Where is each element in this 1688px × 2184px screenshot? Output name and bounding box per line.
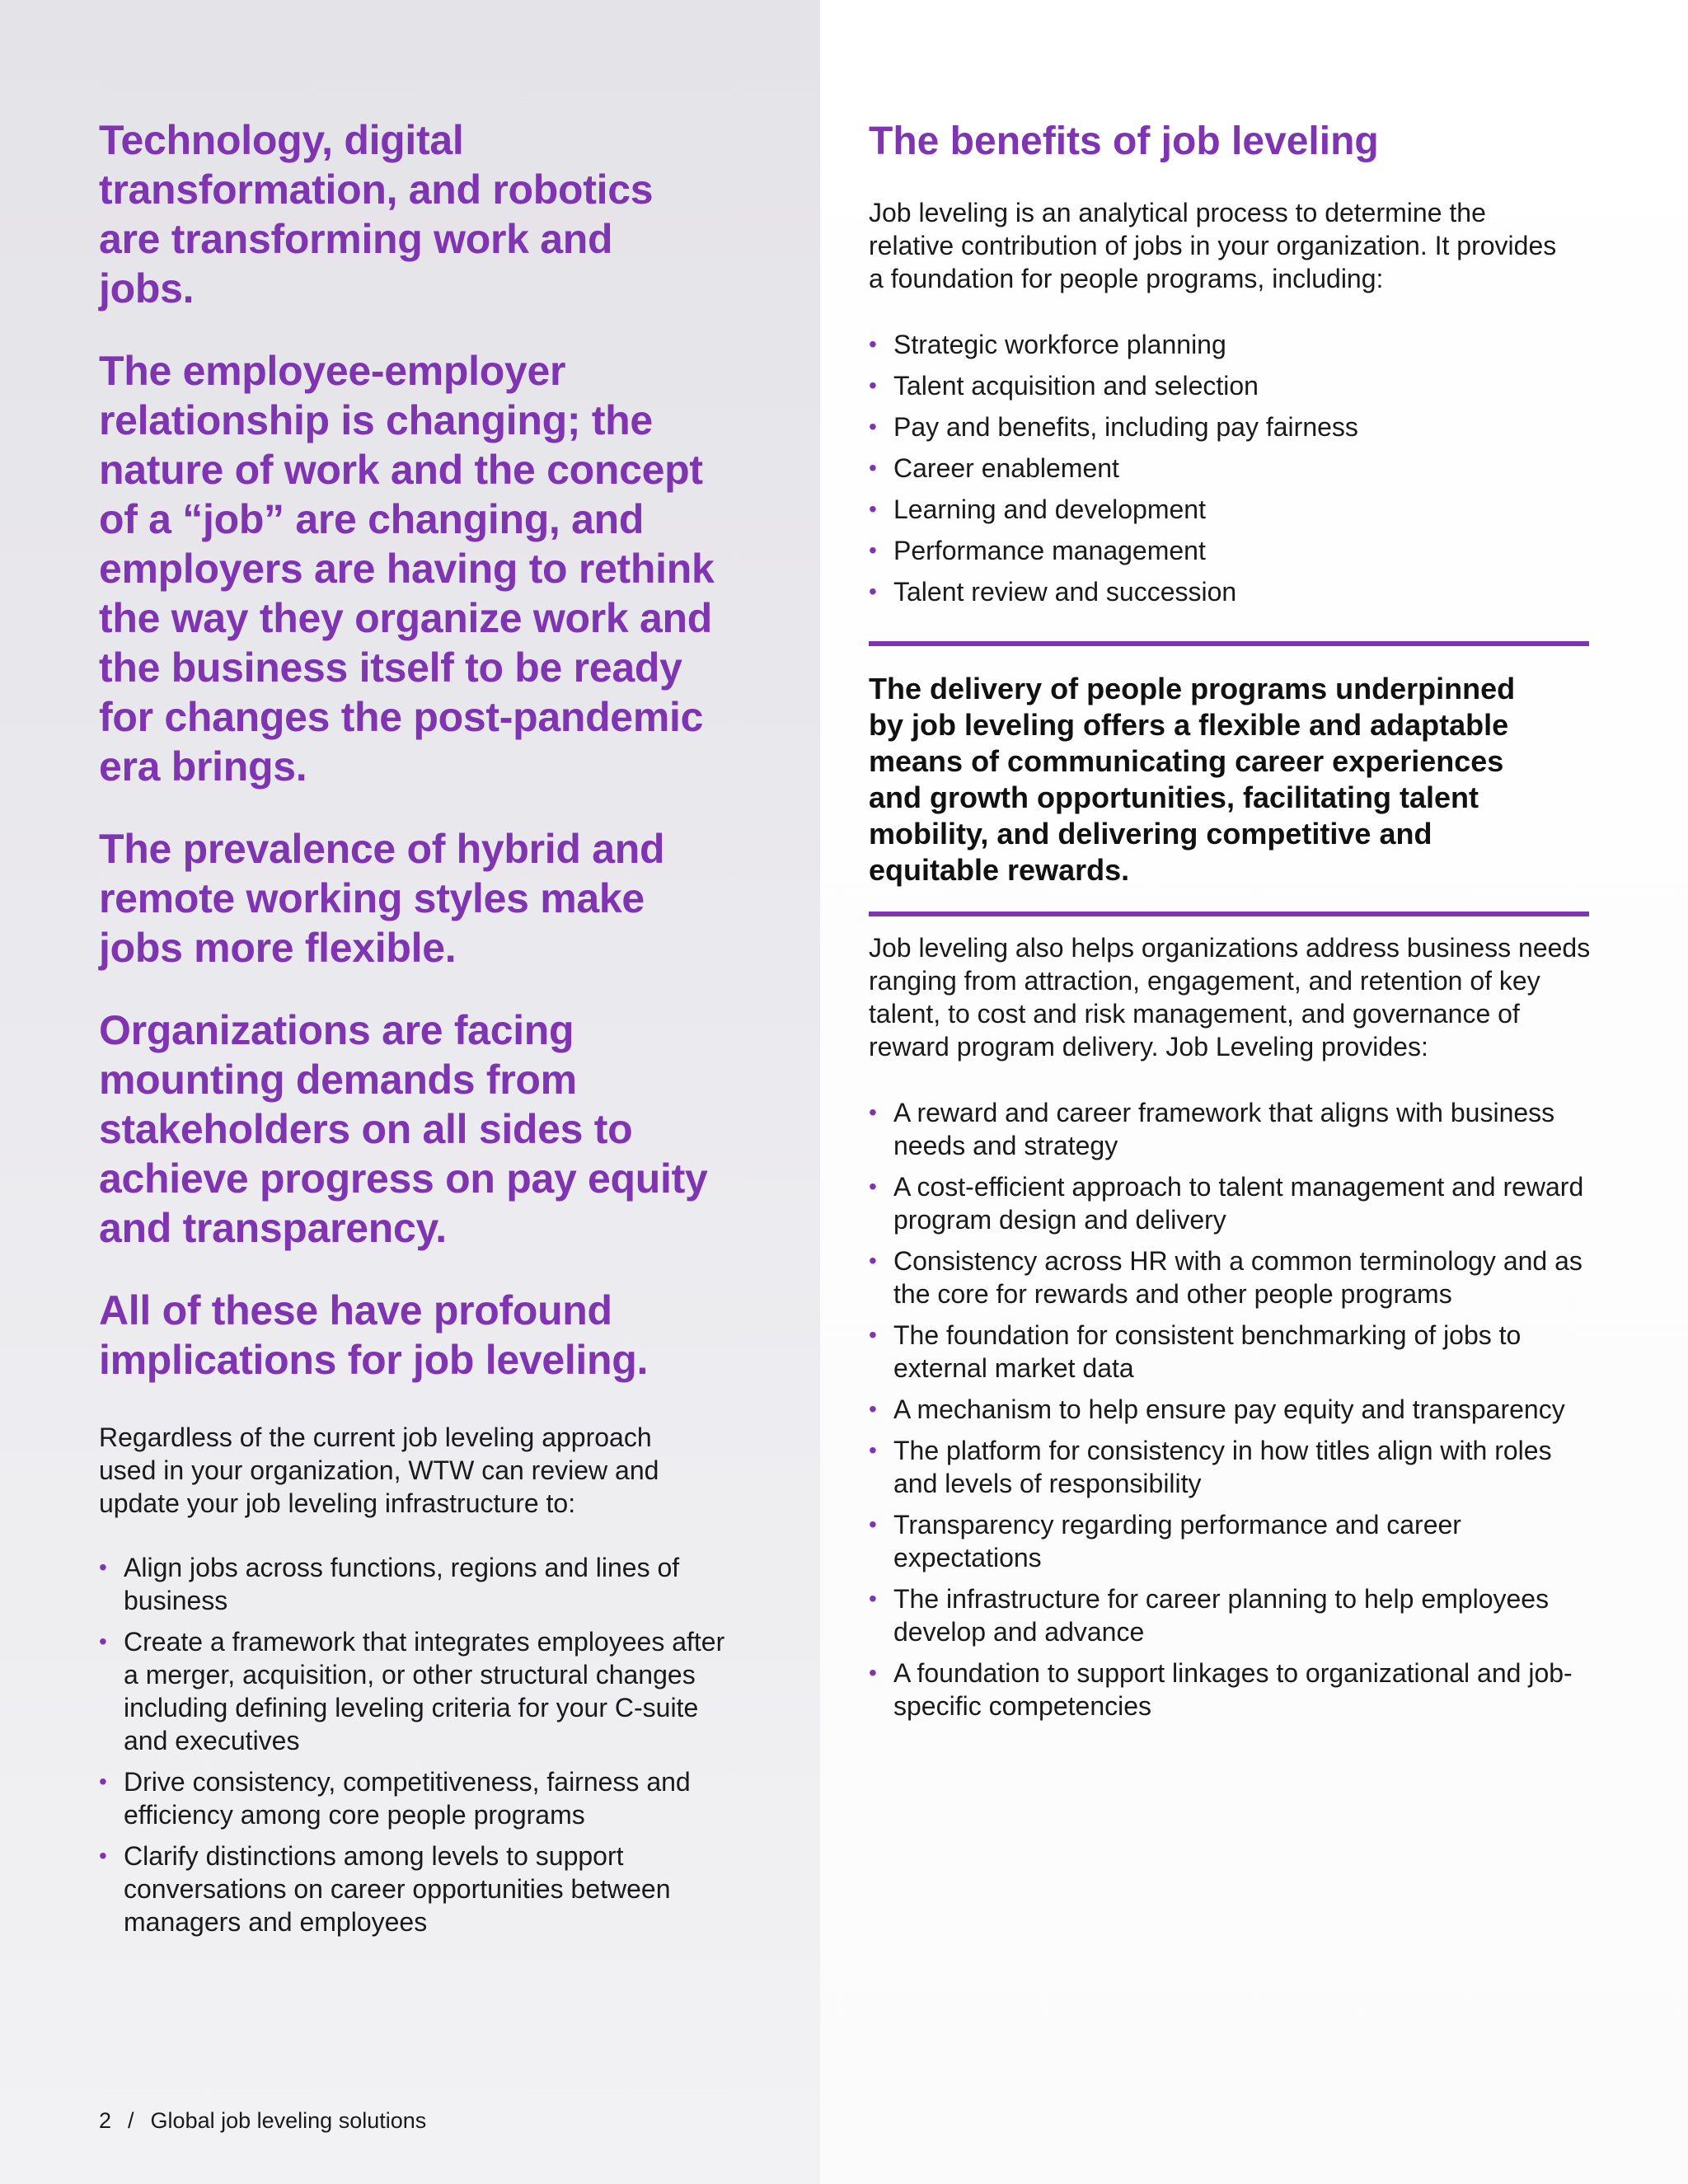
footer-separator: / <box>128 2108 134 2133</box>
bullet-icon: • <box>869 1511 877 1537</box>
update-goals-list <box>99 1551 734 1938</box>
list-item-text: Talent acquisition and selection <box>893 371 1259 401</box>
list-item-text: Create a framework that integrates employees after a merger, acquisition, or other structural changes including defining leveling criteria for your C-suite and executives <box>124 1627 725 1755</box>
statement-relationship: The employee-employer relationship is changing; the nature of work and the concept of a “job” are changing, and employers are having to rethink the way they organize work and the business itself to be ready for changes the post-pandemic era brings. <box>99 348 715 790</box>
bullet-icon: • <box>99 1629 107 1654</box>
people-programs-list <box>869 328 1594 608</box>
list-item <box>869 575 1594 608</box>
statement-hybrid: The prevalence of hybrid and remote working styles make jobs more flexible. <box>99 826 665 971</box>
bullet-icon: • <box>869 1660 877 1685</box>
list-item <box>869 1657 1594 1722</box>
list-item-text: Career enablement <box>893 453 1119 483</box>
list-item <box>869 452 1594 485</box>
bullet-icon: • <box>869 1396 877 1422</box>
bullet-icon: • <box>869 537 877 563</box>
bullet-icon: • <box>869 414 877 439</box>
page-number: 2 <box>99 2108 112 2133</box>
bullet-icon: • <box>869 1586 877 1611</box>
bullet-icon: • <box>99 1554 107 1580</box>
list-item-text: A cost-efficient approach to talent management and reward program design and delivery <box>893 1172 1584 1235</box>
callout-statement: The delivery of people programs underpinned by job leveling offers a flexible and adaptable means of communicating career experiences and growth opportunities, facilitating talent mobility, and delivering competitive and equitable rewards. <box>869 672 1516 887</box>
list-item <box>869 1096 1594 1162</box>
statement-technology: Technology, digital transformation, and robotics are transforming work and jobs. <box>99 117 654 312</box>
list-item <box>869 1170 1594 1236</box>
list-item <box>869 1244 1594 1310</box>
right-column <box>869 115 1594 1731</box>
list-item <box>869 1434 1594 1500</box>
bullet-icon: • <box>869 331 877 357</box>
right-second-paragraph: Job leveling also helps organizations address business needs ranging from attraction, engagement, and retention of key talent, to cost and risk management, and governance of reward program delivery. Job Leveling provides: <box>869 933 1591 1062</box>
list-item <box>869 328 1594 361</box>
list-item-text: The platform for consistency in how titles align with roles and levels of responsibility <box>893 1436 1552 1498</box>
bullet-icon: • <box>99 1769 107 1794</box>
bullet-icon: • <box>869 373 877 398</box>
bullet-icon: • <box>99 1843 107 1868</box>
list-item <box>869 534 1594 567</box>
list-item-text: The foundation for consistent benchmarking of jobs to external market data <box>893 1320 1522 1383</box>
left-column <box>99 115 734 1947</box>
list-item-text: Talent review and succession <box>893 577 1237 607</box>
list-item-text: Drive consistency, competitiveness, fairness and efficiency among core people programs <box>124 1767 691 1830</box>
list-item <box>869 1319 1594 1385</box>
list-item <box>869 410 1594 443</box>
statement-implications: All of these have profound implications for job leveling. <box>99 1287 649 1383</box>
left-intro-paragraph: Regardless of the current job leveling approach used in your organization, WTW can review and update your job leveling infrastructure to: <box>99 1422 659 1518</box>
page-footer <box>99 2107 426 2135</box>
list-item-text: A mechanism to help ensure pay equity and transparency <box>893 1394 1565 1424</box>
list-item-text: Consistency across HR with a common terminology and as the core for rewards and other people programs <box>893 1246 1582 1309</box>
job-leveling-provides-list <box>869 1096 1594 1722</box>
list-item <box>99 1765 734 1831</box>
list-item-text: Learning and development <box>893 494 1206 524</box>
bullet-icon: • <box>869 496 877 522</box>
list-item-text: The infrastructure for career planning to help employees develop and advance <box>893 1584 1550 1647</box>
bullet-icon: • <box>869 1437 877 1463</box>
list-item-text: Align jobs across functions, regions and lines of business <box>124 1553 680 1615</box>
bullet-icon: • <box>869 1099 877 1125</box>
list-item <box>869 1508 1594 1574</box>
list-item-text: Strategic workforce planning <box>893 330 1226 359</box>
divider-bottom <box>869 912 1589 916</box>
list-item-text: Pay and benefits, including pay fairness <box>893 412 1358 442</box>
bullet-icon: • <box>869 1322 877 1347</box>
list-item-text: Clarify distinctions among levels to support conversations on career opportunities between managers and employees <box>124 1841 671 1937</box>
list-item <box>869 493 1594 526</box>
statement-pay-equity: Organizations are facing mounting demands from stakeholders on all sides to achieve progress on pay equity and transparency. <box>99 1007 708 1251</box>
list-item <box>99 1551 734 1617</box>
bullet-icon: • <box>869 1248 877 1273</box>
divider-top <box>869 641 1589 646</box>
list-item-text: Performance management <box>893 536 1206 565</box>
bullet-icon: • <box>869 579 877 604</box>
list-item <box>99 1625 734 1757</box>
document-title: Global job leveling solutions <box>150 2108 427 2133</box>
bullet-icon: • <box>869 455 877 480</box>
right-intro-paragraph: Job leveling is an analytical process to determine the relative contribution of jobs in your organization. It provides a foundation for people programs, including: <box>869 198 1557 293</box>
bullet-icon: • <box>869 1174 877 1199</box>
list-item <box>99 1840 734 1938</box>
list-item-text: Transparency regarding performance and career expectations <box>893 1510 1461 1572</box>
list-item-text: A foundation to support linkages to organizational and job-specific competencies <box>893 1658 1573 1721</box>
list-item-text: A reward and career framework that aligns with business needs and strategy <box>893 1098 1555 1160</box>
list-item <box>869 1582 1594 1648</box>
list-item <box>869 1393 1594 1426</box>
list-item <box>869 369 1594 402</box>
section-title: The benefits of job leveling <box>869 120 1379 163</box>
